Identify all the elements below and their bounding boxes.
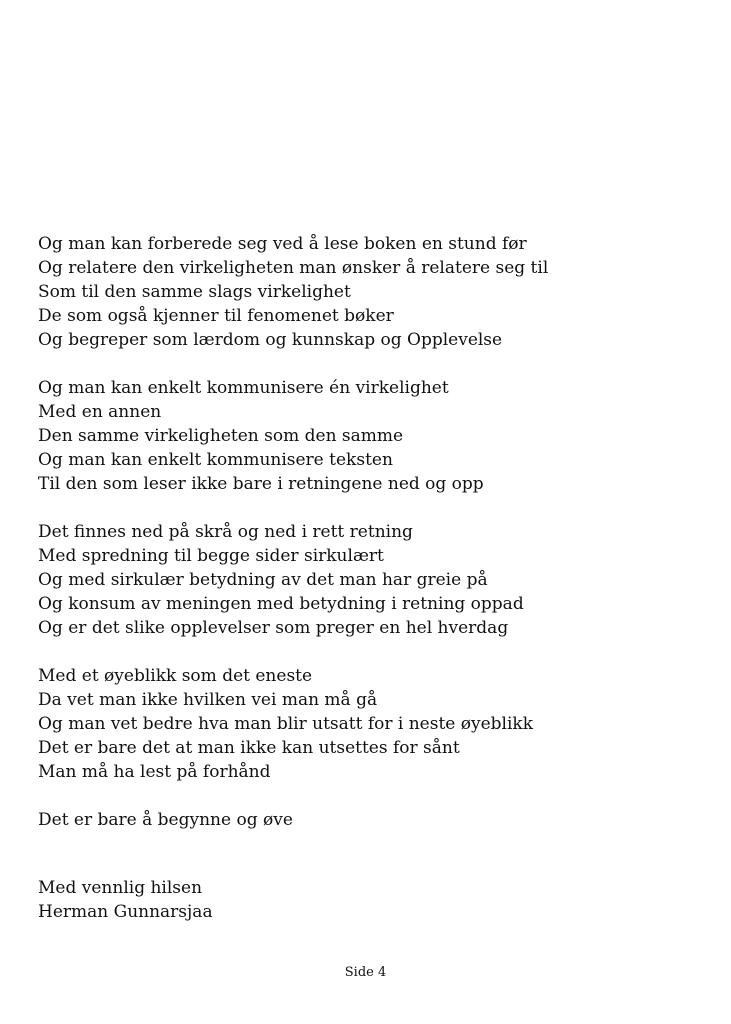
poem-line: Med en annen [38,402,162,422]
stanza-3 [38,520,698,640]
poem-line: Og konsum av meningen med betydning i retning oppad [38,594,524,614]
poem-line: Med et øyeblikk som det eneste [38,666,313,686]
poem-line: Man må ha lest på forhånd [38,762,271,782]
poem-line: Det finnes ned på skrå og ned i rett retning [38,522,413,542]
poem-line: Da vet man ikke hvilken vei man må gå [38,690,378,710]
poem-line: Og man kan enkelt kommunisere teksten [38,450,393,470]
poem-line: Det er bare det at man ikke kan utsettes for sånt [38,738,460,758]
poem-line: Til den som leser ikke bare i retningene ned og opp [38,474,484,494]
stanza-1 [38,232,698,352]
poem-line: Og man vet bedre hva man blir utsatt for i neste øyeblikk [38,714,534,734]
poem-line: Og man kan enkelt kommunisere én virkelighet [38,378,449,398]
closing-greeting: Med vennlig hilsen [38,878,203,898]
poem-line: Og relatere den virkeligheten man ønsker å relatere seg til [38,258,549,278]
closing-signature [38,876,698,924]
poem-line: Det er bare å begynne og øve [38,810,293,830]
stanza-2 [38,376,698,496]
poem-line: Med spredning til begge sider sirkulært [38,546,384,566]
poem-body [38,232,698,856]
poem-line: Og begreper som lærdom og kunnskap og Opplevelse [38,330,503,350]
poem-line: De som også kjenner til fenomenet bøker [38,306,394,326]
poem-line: Og med sirkulær betydning av det man har greie på [38,570,488,590]
author-name: Herman Gunnarsjaa [38,902,213,922]
poem-line: Den samme virkeligheten som den samme [38,426,404,446]
stanza-4 [38,664,698,784]
poem-line: Som til den samme slags virkelighet [38,282,351,302]
poem-line: Og man kan forberede seg ved å lese boken en stund før [38,234,527,254]
stanza-5 [38,808,698,832]
page-number: Side 4 [344,965,387,980]
poem-line: Og er det slike opplevelser som preger en hel hverdag [38,618,509,638]
